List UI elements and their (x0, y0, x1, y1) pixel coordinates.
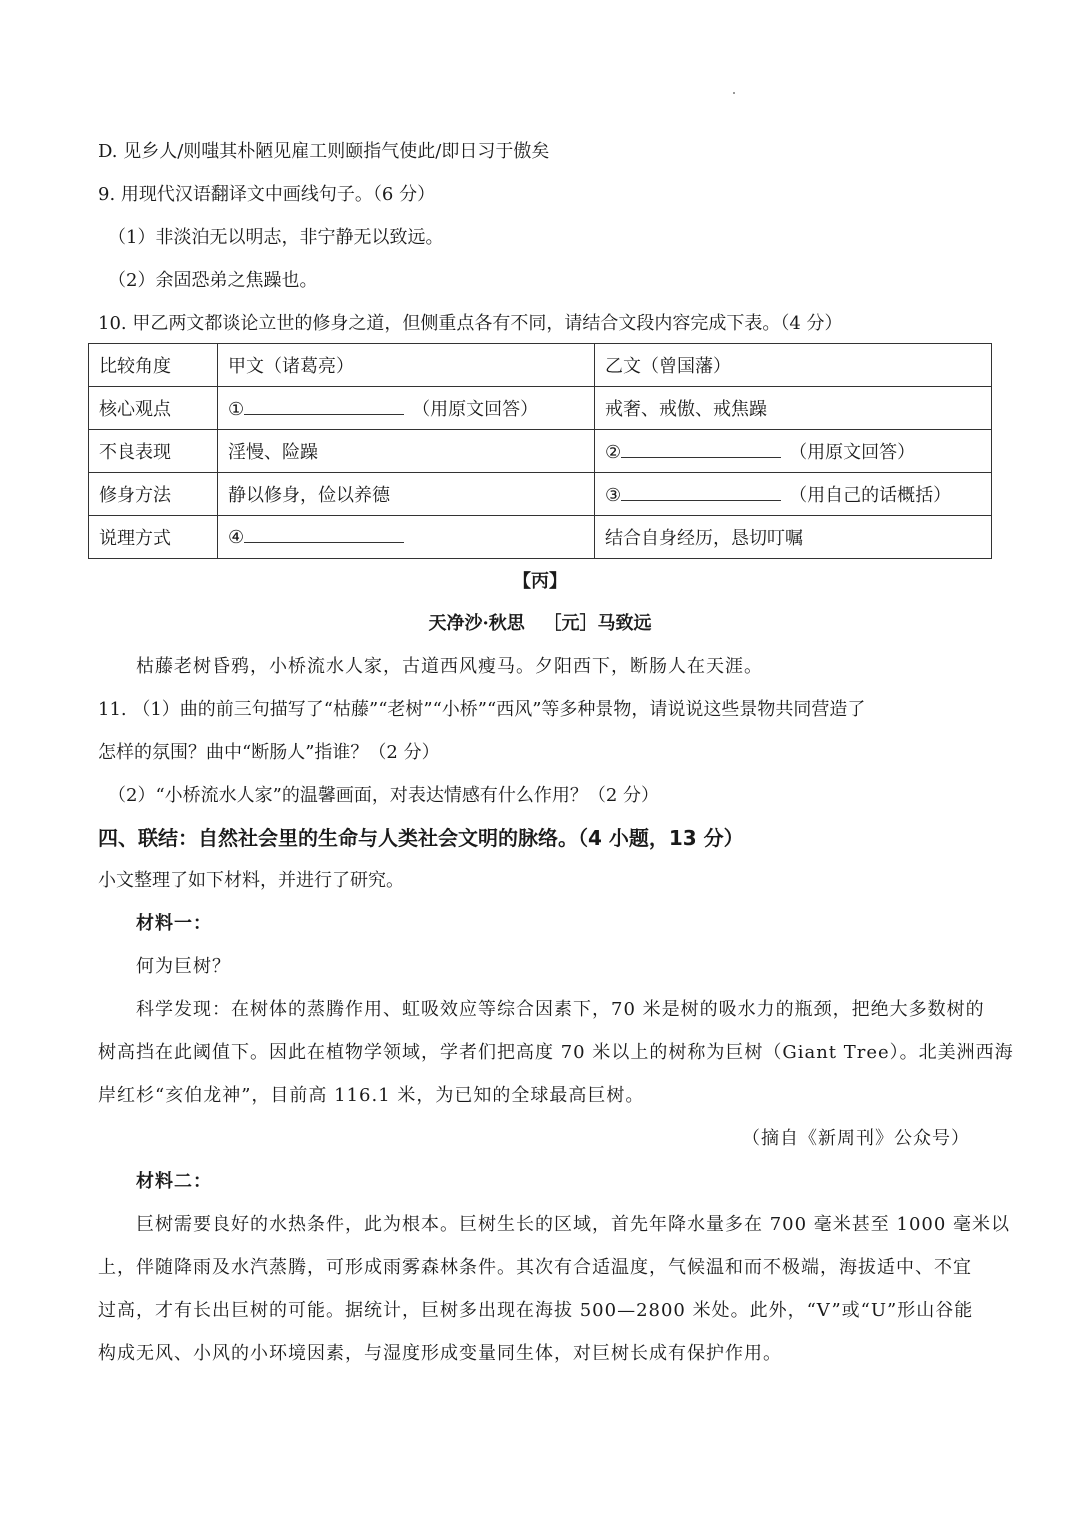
answer-note: （用原文回答） (789, 442, 916, 463)
material-2-paragraph-line: 构成无风、小风的小环境因素，与湿度形成变量同生体，对巨树长成有保护作用。 (98, 1343, 782, 1364)
table-cell-aspect: 修身方法 (89, 473, 218, 516)
table-cell-aspect: 说理方式 (89, 516, 218, 559)
comparison-table (88, 343, 992, 559)
material-2-paragraph-line: 过高，才有长出巨树的可能。据统计，巨树多出现在海拔 500—2800 米处。此外，“V”或“U”形山谷能 (98, 1300, 974, 1321)
material-2-paragraph-line: 上，伴随降雨及水汽蒸腾，可形成雨雾森林条件。其次有合适温度，气候温和而不极端，海拔适中、不宜 (98, 1257, 972, 1278)
material-1-paragraph-line: 树高挡在此阈值下。因此在植物学领域，学者们把高度 70 米以上的树称为巨树（Giant Tree）。北美洲西海 (98, 1042, 1014, 1063)
table-row (89, 516, 992, 559)
answer-blank (621, 441, 781, 458)
table-row (89, 473, 992, 516)
option-d: D. 见乡人/则嗤其朴陋见雇工则颐指气使此/即日习于傲矣 (98, 141, 550, 162)
bing-label: 【丙】 (513, 571, 567, 592)
blank-marker: ② (605, 442, 622, 463)
table-cell-jia (218, 516, 595, 559)
table-cell-jia (218, 387, 595, 430)
answer-blank (244, 526, 404, 543)
scan-speck (733, 92, 735, 94)
blank-marker: ④ (228, 527, 245, 548)
material-1-paragraph-line: 科学发现：在树体的蒸腾作用、虹吸效应等综合因素下，70 米是树的吸水力的瓶颈，把绝大多数树的 (136, 999, 985, 1020)
table-header-cell: 甲文（诸葛亮） (218, 344, 595, 387)
blank-marker: ① (228, 399, 245, 420)
table-header-cell: 比较角度 (89, 344, 218, 387)
table-cell-jia: 淫慢、险躁 (218, 430, 595, 473)
poem-title: 天净沙·秋思 (428, 613, 525, 634)
table-cell-yi (595, 430, 992, 473)
material-1-question: 何为巨树？ (136, 956, 231, 977)
table-cell-yi (595, 473, 992, 516)
question-11-part-2: （2）“小桥流水人家”的温馨画面，对表达情感有什么作用？（2 分） (108, 785, 660, 806)
material-2-paragraph-line: 巨树需要良好的水热条件，此为根本。巨树生长的区域，首先年降水量多在 700 毫米甚至 1000 毫米以 (136, 1214, 1011, 1235)
answer-note: （用自己的话概括） (789, 485, 952, 506)
question-10: 10. 甲乙两文都谈论立世的修身之道，但侧重点各有不同，请结合文段内容完成下表。（4 分） (98, 313, 843, 334)
question-9: 9. 用现代汉语翻译文中画线句子。（6 分） (98, 184, 436, 205)
table-cell-jia: 静以修身，俭以养德 (218, 473, 595, 516)
table-cell-yi: 结合自身经历，恳切叮嘱 (595, 516, 992, 559)
question-11-line-1: 11. （1）曲的前三句描写了“枯藤”“老树”“小桥”“西风”等多种景物，请说说这些景物共同营造了 (98, 699, 866, 720)
table-header-row (89, 344, 992, 387)
table-row (89, 430, 992, 473)
answer-blank (621, 484, 781, 501)
material-1-paragraph-line: 岸红杉“亥伯龙神”，目前高 116.1 米，为已知的全球最高巨树。 (98, 1085, 645, 1106)
section-4-heading: 四、联结：自然社会里的生命与人类社会文明的脉络。（4 小题，13 分） (98, 826, 744, 850)
table-cell-yi: 戒奢、戒傲、戒焦躁 (595, 387, 992, 430)
answer-blank (244, 398, 404, 415)
poem-text: 枯藤老树昏鸦，小桥流水人家，古道西风瘦马。夕阳西下，断肠人在天涯。 (136, 656, 763, 677)
poem-author: ［元］马致远 (543, 613, 652, 634)
table-cell-aspect: 核心观点 (89, 387, 218, 430)
material-1-source: （摘自《新周刊》公众号） (742, 1128, 970, 1149)
poem-heading (0, 612, 1080, 636)
material-1-label: 材料一： (136, 913, 212, 934)
question-9-part-1: （1）非淡泊无以明志，非宁静无以致远。 (108, 227, 444, 248)
section-4-intro: 小文整理了如下材料，并进行了研究。 (98, 870, 404, 891)
question-9-part-2: （2）余固恐弟之焦躁也。 (108, 270, 318, 291)
table-header-cell: 乙文（曾国藩） (595, 344, 992, 387)
table-cell-aspect: 不良表现 (89, 430, 218, 473)
material-2-label: 材料二： (136, 1171, 212, 1192)
question-11-line-2: 怎样的氛围？曲中“断肠人”指谁？（2 分） (98, 742, 440, 763)
blank-marker: ③ (605, 485, 622, 506)
table-row (89, 387, 992, 430)
answer-note: （用原文回答） (412, 399, 539, 420)
